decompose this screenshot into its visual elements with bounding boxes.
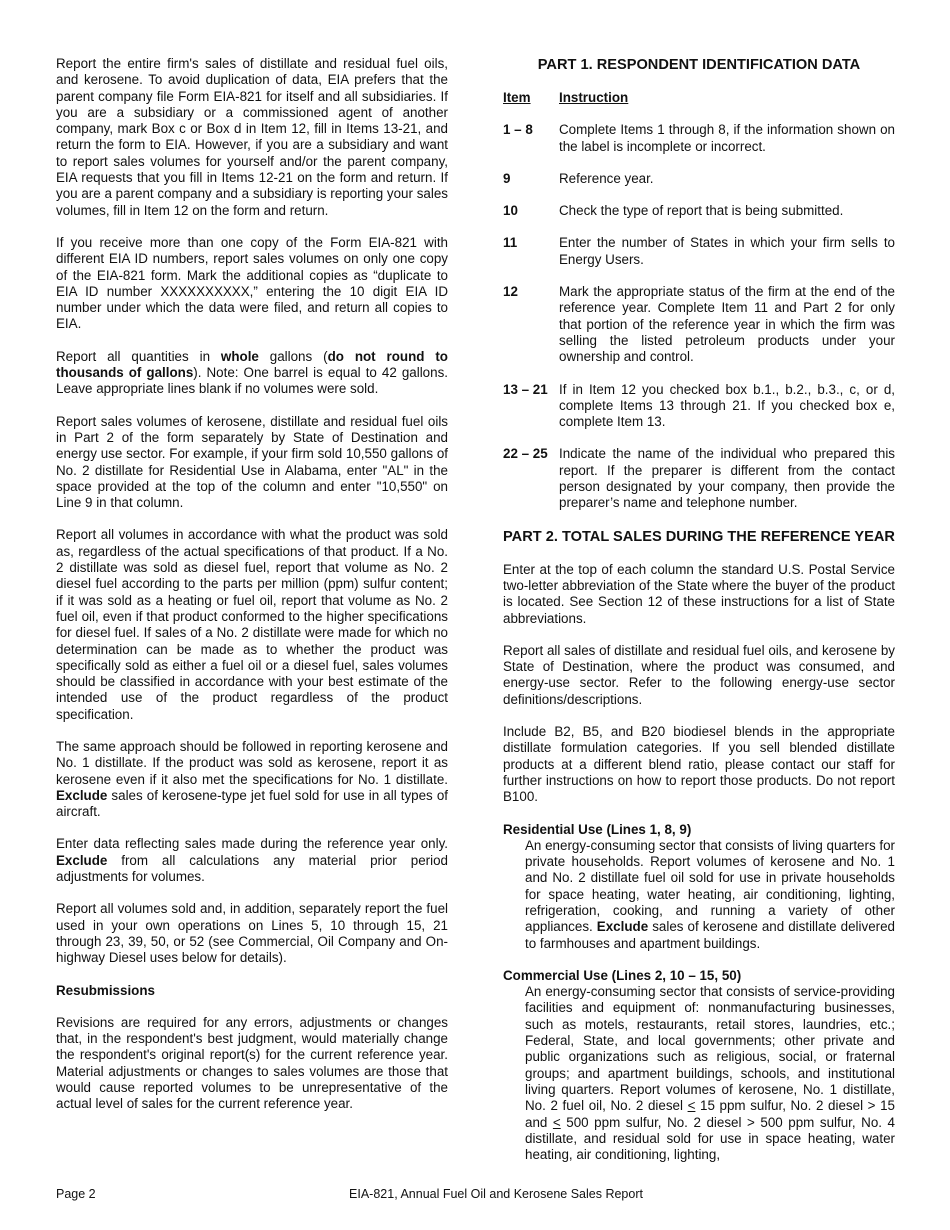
paragraph-own-operations: Report all volumes sold and, in addition, separately report the fuel used in your own operations on Lines 5, 10 through 15, 21 through 23, 39, 50, or 52 (see Commercial, Oil Company and On-highway Diesel uses below for details). [56,901,448,966]
item-instruction: Enter the number of States in which your firm sells to Energy Users. [559,235,895,267]
left-column [56,56,448,1129]
paragraph-biodiesel: Include B2, B5, and B20 biodiesel blends in the appropriate distillate formulation categories. If you sell blended distillate products at a different blend ratio, please contact our staff for further instructions on how to report those products. Do not report B100. [503,724,895,805]
paragraph-kerosene-approach: The same approach should be followed in reporting kerosene and No. 1 distillate. If the product was sold as kerosene, report it as kerosene even if it also met the specifications for No. 1 distillate. Exclude sales of kerosene-type jet fuel sold for use in all types of aircraft. [56,738,448,820]
commercial-use-description: An energy-consuming sector that consists of service-providing facilities and equipment of: nonmanufacturing businesses, such as motels, restaurants, retail stores, laundries, etc.; Federal, State, and local governments; other private and public organizations such as religious, social, or fraternal groups; and apartment buildings, schools, and institutional living quarters. Report volumes of kerosene, No. 1 distillate, No. 2 fuel oil, No. 2 diesel < 15 ppm sulfur, No. 2 diesel > 15 and < 500 ppm sulfur, No. 2 diesel > 500 ppm sulfur, No. 4 distillate, and residual sold for use in space heating, water heating, air conditioning, lighting, [525,984,895,1163]
item-row [503,171,895,187]
item-instruction: Complete Items 1 through 8, if the information shown on the label is incomplete or incorrect. [559,122,895,154]
part1-heading: PART 1. RESPONDENT IDENTIFICATION DATA [537,57,861,73]
item-column-header: Item [503,90,531,105]
residential-use-description: An energy-consuming sector that consists of living quarters for private households. Report volumes of kerosene and No. 1 and No. 2 distillate fuel oil sold for use in private households for space heating, water heating, air conditioning, lighting, refrigeration, cooking, and running a variety of other appliances. Exclude sales of kerosene and distillate delivered to farmhouses and apartment buildings. [525,837,895,951]
item-number: 13 – 21 [503,381,548,397]
item-instruction: Reference year. [559,170,654,186]
paragraph-quantities: Report all quantities in whole gallons (do not round to thousands of gallons). Note: One barrel is equal to 42 gallons. Leave appropriate lines blank if no volumes were sold. [56,348,448,397]
right-column [503,56,895,1179]
paragraph-reference-year: Enter data reflecting sales made during the reference year only. Exclude from all calculations any material prior period adjustments for volumes. [56,836,448,885]
item-number: 10 [503,203,518,219]
instruction-column-header: Instruction [559,90,629,105]
resubmissions-heading: Resubmissions [56,982,155,998]
paragraph-state-destination: Report sales volumes of kerosene, distillate and residual fuel oils in Part 2 of the form separately by State of Destination and energy use sector. For example, if your firm sold 10,550 gallons of No. 2 distillate for Residential Use in Alabama, enter "AL" in the space provided at the top of the column and enter "10,550" on Line 9 in that column. [56,413,448,511]
paragraph-firm-sales: Report the entire firm's sales of distillate and residual fuel oils, and kerosene. To avoid duplication of data, EIA prefers that the parent company file Form EIA-821 for itself and all subsidiaries. If you are a subsidiary or a commissioned agent of another company, mark Box c or Box d in Item 12, fill in Items 13-21, and return the form to EIA. However, if you are a subsidiary and want to report sales volumes for yourself and/or the parent company, EIA requests that you fill in Items 12-21 on the form and return. If you are a parent company and a subsidiary is reporting your sales volumes, fill in Item 12 on the form and return. [56,56,448,218]
item-instruction: Mark the appropriate status of the firm at the end of the reference year. Complete Item 11 and Part 2 for only that portion of the reference year in which the firm was selling the listed petroleum products under your ownership and control. [559,284,895,365]
item-number: 9 [503,170,511,186]
paragraph-sales-by-state: Report all sales of distillate and residual fuel oils, and kerosene by State of Destination, where the product was consumed, and energy-use sector. Refer to the following energy-use sector definitions/descriptions. [503,642,895,707]
item-instruction: Check the type of report that is being submitted. [559,203,844,219]
item-number: 11 [503,235,518,251]
item-row [503,446,895,511]
item-row [503,122,895,155]
page-number: Page 2 [56,1187,96,1201]
part2-heading: PART 2. TOTAL SALES DURING THE REFERENCE YEAR [503,528,895,545]
commercial-use-heading: Commercial Use (Lines 2, 10 – 15, 50) [503,967,742,983]
paragraph-postal-abbreviation: Enter at the top of each column the standard U.S. Postal Service two-letter abbreviation of the State where the buyer of the product is located. See Section 12 of these instructions for a list of State abbreviations. [503,561,895,626]
residential-use-heading: Residential Use (Lines 1, 8, 9) [503,821,692,837]
paragraph-duplicate-copies: If you receive more than one copy of the Form EIA-821 with different EIA ID numbers, report sales volumes on only one copy of the EIA-821 form. Mark the additional copies as “duplicate to EIA ID number XXXXXXXXXX,” entering the 10 digit EIA ID number under which the data were filed, and return all copies to EIA. [56,234,448,332]
footer-title: EIA-821, Annual Fuel Oil and Kerosene Sales Report [349,1187,643,1201]
paragraph-revisions: Revisions are required for any errors, adjustments or changes that, in the respondent's best judgment, would materially change the respondent's original report(s) for the current reference year. Material adjustments or changes to sales volumes are those that would cause reported volumes to be unrepresentative of the actual level of sales for the current reference year. [56,1014,448,1112]
item-number: 1 – 8 [503,122,533,138]
item-instruction: If in Item 12 you checked box b.1., b.2., b.3., c, or d, complete Items 13 through 21. If you checked box e, complete Item 13. [559,381,895,430]
item-row [503,235,895,268]
paragraph-sold-as: Report all volumes in accordance with what the product was sold as, regardless of the actual specifications of that product. If a No. 2 distillate was sold as diesel fuel, report that volume as No. 2 diesel fuel according to the parts per million (ppm) sulfur content; if it was sold as a heating or fuel oil, report that volume as No. 2 fuel oil, even if that product conformed to the higher specifications for diesel fuel. If sales of a No. 2 distillate were made for which no determination can be made as to whether the product was specifically sold as either a fuel oil or a diesel fuel, sales volumes should be classified in accordance with your best estimate of the intended use of the product regardless of the product specification. [56,527,448,722]
item-row [503,284,895,365]
item-number: 12 [503,284,518,300]
item-number: 22 – 25 [503,446,548,462]
item-row [503,382,895,431]
item-instruction-header [503,90,895,106]
item-instruction: Indicate the name of the individual who prepared this report. If the preparer is different from the contact person designated by your company, then provide the preparer’s name and telephone number. [559,446,895,511]
item-row [503,203,895,219]
